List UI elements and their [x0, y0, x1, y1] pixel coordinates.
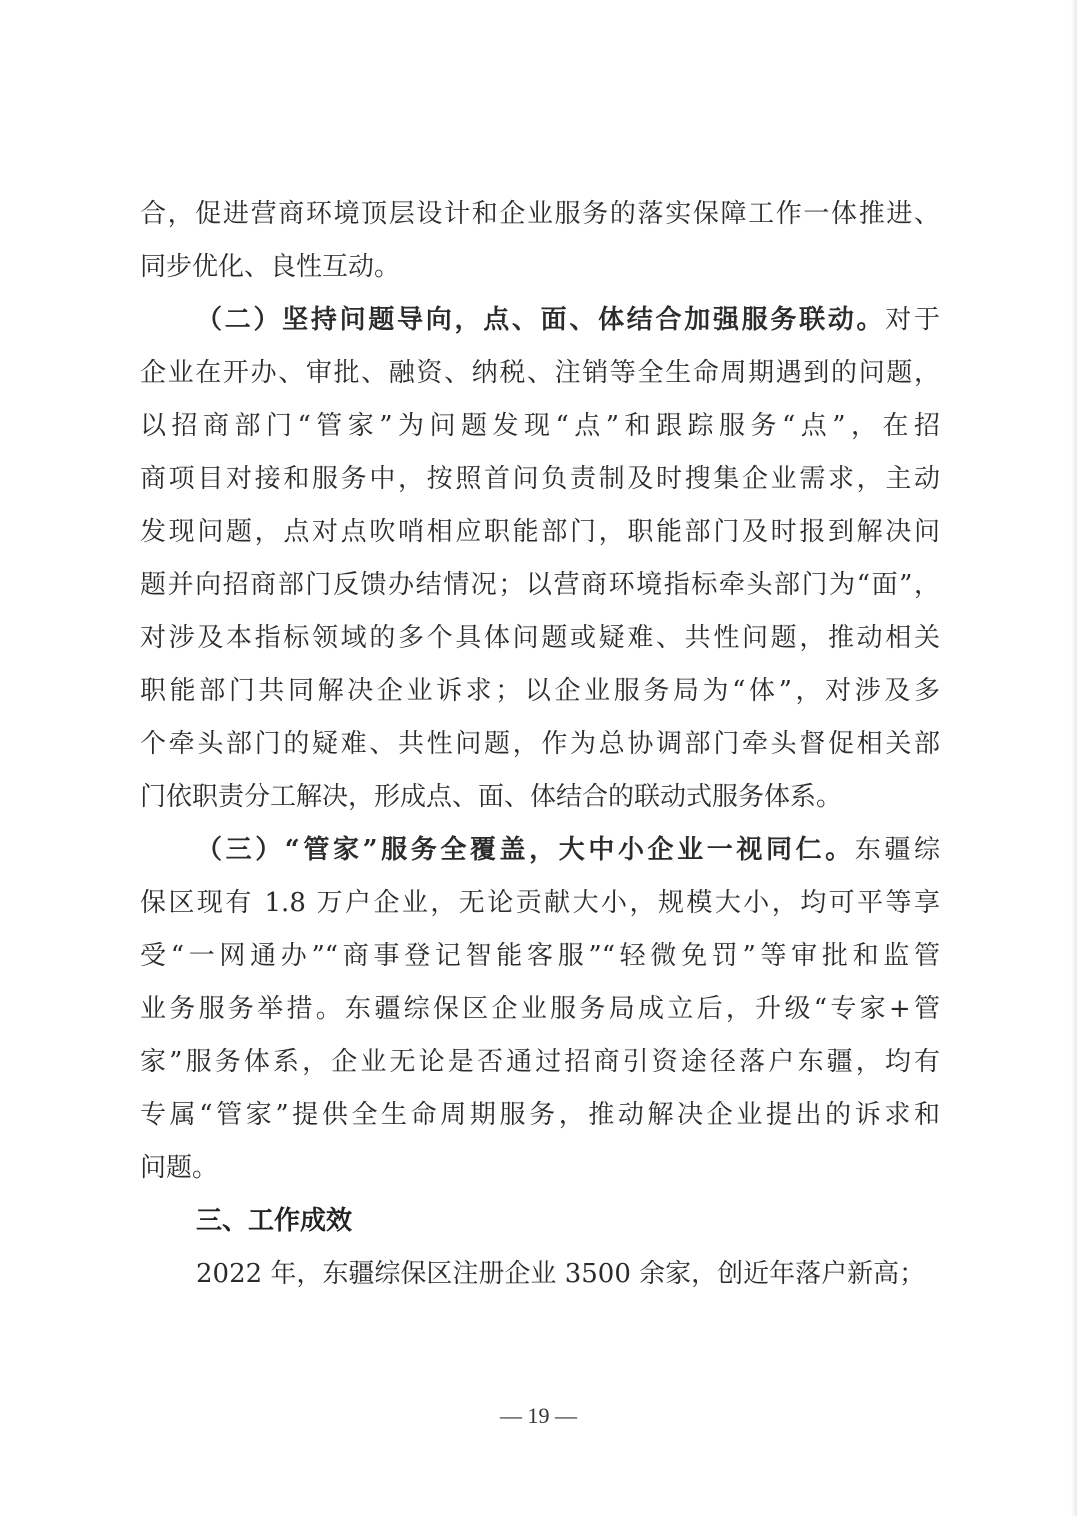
page-edge-shadow: [1071, 0, 1077, 1516]
paragraph-2-line-3: 以招商部门“管家”为问题发现“点”和跟踪服务“点”，在招: [140, 411, 940, 441]
paragraph-3-line-3: 受“一网通办”“商事登记智能客服”“轻微免罚”等审批和监管: [140, 941, 940, 971]
paragraph-2-line-1-rest: 对于: [885, 305, 940, 335]
paragraph-1-line-1: 合，促进营商环境顶层设计和企业服务的落实保障工作一体推进、: [140, 199, 940, 229]
paragraph-3-line-2: 保区现有 1.8 万户企业，无论贡献大小，规模大小，均可平等享: [140, 888, 940, 918]
paragraph-2-line-1: [140, 294, 940, 347]
paragraph-2-line-10: 门依职责分工解决，形成点、面、体结合的联动式服务体系。: [140, 782, 843, 812]
paragraph-2-line-6: 题并向招商部门反馈办结情况；以营商环境指标牵头部门为“面”，: [140, 570, 940, 600]
paragraph-2-line-5: 发现问题，点对点吹哨相应职能部门，职能部门及时报到解决问: [140, 517, 940, 547]
paragraph-3-line-1-rest: 东疆综: [854, 835, 940, 865]
page-number: — 19 —: [500, 1403, 577, 1428]
paragraph-2-line-2: 企业在开办、审批、融资、纳税、注销等全生命周期遇到的问题，: [140, 358, 940, 388]
paragraph-2-line-9: 个牵头部门的疑难、共性问题，作为总协调部门牵头督促相关部: [140, 729, 940, 759]
paragraph-4-line-1: 2022 年，东疆综保区注册企业 3500 余家，创近年落户新高；: [196, 1259, 926, 1289]
paragraph-3-line-4: 业务服务举措。东疆综保区企业服务局成立后，升级“专家+管: [140, 994, 940, 1024]
paragraph-3-line-1: [140, 824, 940, 877]
document-body: [140, 188, 940, 1301]
paragraph-2-line-4: 商项目对接和服务中，按照首问负责制及时搜集企业需求，主动: [140, 464, 940, 494]
paragraph-3-line-6: 专属“管家”提供全生命周期服务，推动解决企业提出的诉求和: [140, 1100, 940, 1130]
subsection-2-heading: （二）坚持问题导向，点、面、体结合加强服务联动。: [196, 305, 886, 335]
paragraph-3-line-7: 问题。: [140, 1153, 219, 1183]
paragraph-2-line-8: 职能部门共同解决企业诉求；以企业服务局为“体”，对涉及多: [140, 676, 940, 706]
paragraph-3-line-5: 家”服务体系，企业无论是否通过招商引资途径落户东疆，均有: [140, 1047, 940, 1077]
section-3-heading: 三、工作成效: [196, 1206, 353, 1236]
paragraph-2-line-7: 对涉及本指标领域的多个具体问题或疑难、共性问题，推动相关: [140, 623, 940, 653]
paragraph-1-line-2: 同步优化、良性互动。: [140, 252, 401, 282]
subsection-3-heading: （三）“管家”服务全覆盖，大中小企业一视同仁。: [196, 835, 855, 865]
